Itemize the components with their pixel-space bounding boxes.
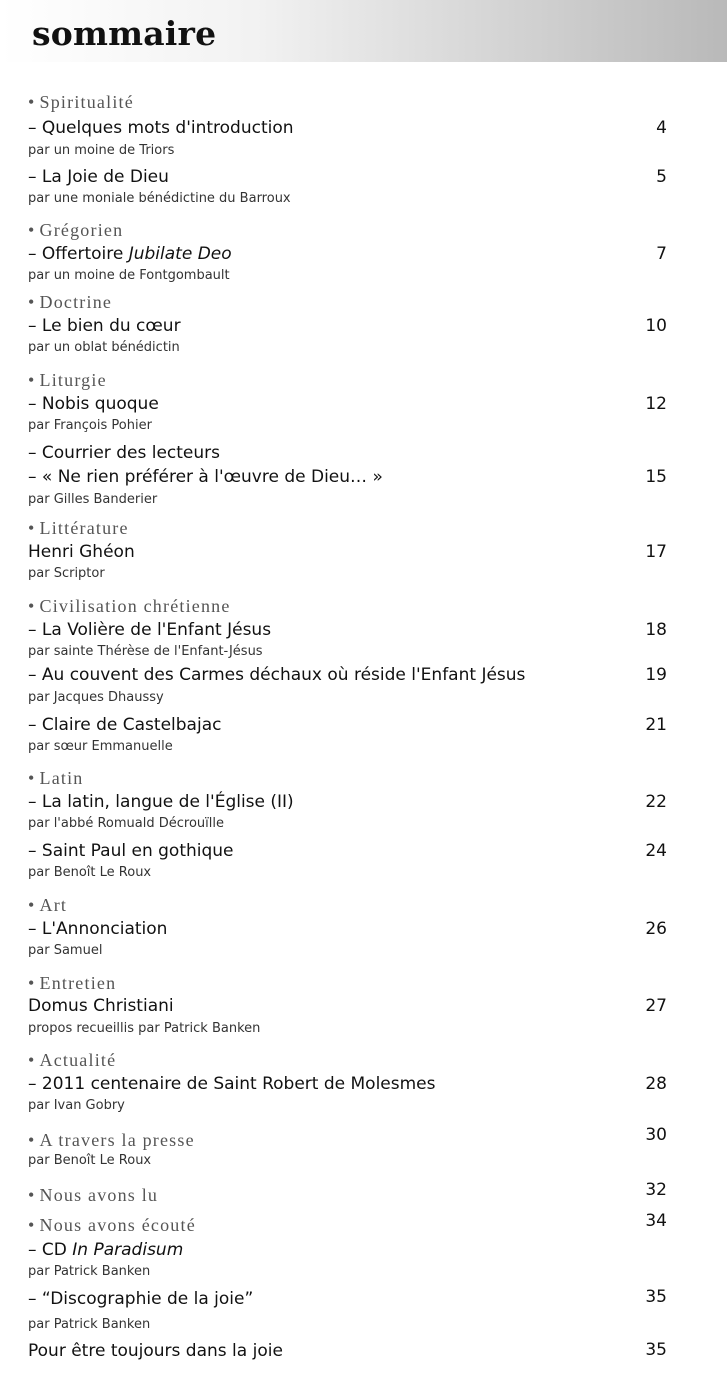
entry-title: – La Volière de l'Enfant Jésus (28, 620, 272, 640)
section-label: Nous avons lu (39, 1185, 159, 1205)
page-title: sommaire (32, 14, 217, 53)
section-label: Latin (39, 768, 84, 788)
entry-author: par une moniale bénédictine du Barroux (28, 191, 291, 206)
entry-title: Pour être toujours dans la joie (28, 1341, 283, 1361)
entry-author: par François Pohier (28, 418, 152, 433)
entry-title: – Le bien du cœur (28, 316, 181, 336)
section-label: Entretien (39, 973, 117, 993)
entry-page: 17 (645, 542, 667, 562)
entry-page: 15 (645, 467, 667, 487)
entry-author: par Benoît Le Roux (28, 865, 152, 880)
section-heading: • Entretien (28, 973, 117, 993)
section-heading: • Grégorien (28, 220, 124, 240)
entry-title: – La latin, langue de l'Église (II) (28, 792, 294, 812)
entry-title: – Nobis quoque (28, 394, 159, 414)
section-label: Littérature (39, 518, 129, 538)
entry-author: par un oblat bénédictin (28, 340, 180, 355)
entry-page: 22 (645, 792, 667, 812)
entry-author: par sainte Thérèse de l'Enfant-Jésus (28, 644, 263, 659)
section-heading: • Littérature (28, 518, 129, 538)
section-label: Doctrine (39, 292, 113, 312)
section-label: Actualité (39, 1050, 117, 1070)
entry-page: 35 (645, 1340, 667, 1360)
entry-page: 27 (645, 996, 667, 1016)
entry-page: 18 (645, 620, 667, 640)
entry-title: Domus Christiani (28, 996, 174, 1016)
entry-page: 30 (645, 1125, 667, 1145)
section-heading: • A travers la presse (28, 1130, 195, 1150)
entry-author: par Ivan Gobry (28, 1098, 125, 1113)
entry-page: 28 (645, 1074, 667, 1094)
section-heading: • Liturgie (28, 370, 107, 390)
entry-author: propos recueillis par Patrick Banken (28, 1021, 261, 1036)
entry-author: par Samuel (28, 943, 103, 958)
section-heading: • Art (28, 895, 68, 915)
entry-author: par un moine de Fontgombault (28, 268, 230, 283)
entry-page: 10 (645, 316, 667, 336)
section-label: Grégorien (39, 220, 124, 240)
entry-title-italic: Jubilate Deo (128, 244, 232, 264)
entry-author: par un moine de Triors (28, 143, 175, 158)
entry-title: – Courrier des lecteurs (28, 443, 220, 463)
section-label: Liturgie (39, 370, 107, 390)
entry-page: 7 (656, 244, 667, 264)
section-label: Spiritualité (39, 92, 134, 112)
entry-title: – Claire de Castelbajac (28, 715, 222, 735)
entry-title: – 2011 centenaire de Saint Robert de Molesmes (28, 1074, 436, 1094)
section-heading: • Nous avons écouté (28, 1215, 196, 1235)
entry-page: 4 (656, 118, 667, 138)
entry-author: par Benoît Le Roux (28, 1153, 152, 1168)
entry-author: par l'abbé Romuald Décrouïlle (28, 816, 224, 831)
entry-page: 35 (645, 1287, 667, 1307)
section-label: Civilisation chrétienne (39, 596, 231, 616)
entry-title: – “Discographie de la joie” (28, 1289, 254, 1309)
section-heading: • Nous avons lu (28, 1185, 159, 1205)
entry-title (28, 244, 232, 264)
section-label: Nous avons écouté (39, 1215, 196, 1235)
entry-page: 32 (645, 1180, 667, 1200)
entry-title-italic: In Paradisum (72, 1240, 184, 1260)
entry-author: par Jacques Dhaussy (28, 690, 164, 705)
entry-author: par Patrick Banken (28, 1264, 151, 1279)
entry-title: Henri Ghéon (28, 542, 135, 562)
entry-page: 24 (645, 841, 667, 861)
entry-page: 19 (645, 665, 667, 685)
entry-title-prefix: – Offertoire (28, 244, 129, 264)
header-band (0, 0, 727, 62)
section-label: A travers la presse (39, 1130, 195, 1150)
section-heading: • Civilisation chrétienne (28, 596, 231, 616)
entry-page: 5 (656, 167, 667, 187)
entry-page: 12 (645, 394, 667, 414)
section-heading: • Actualité (28, 1050, 117, 1070)
entry-page: 26 (645, 919, 667, 939)
section-heading: • Spiritualité (28, 92, 134, 112)
section-label: Art (39, 895, 68, 915)
entry-title: – L'Annonciation (28, 919, 168, 939)
entry-title: – Saint Paul en gothique (28, 841, 234, 861)
entry-title: – Au couvent des Carmes déchaux où réside l'Enfant Jésus (28, 665, 526, 685)
entry-title-prefix: – CD (28, 1240, 73, 1260)
entry-author: par Gilles Banderier (28, 492, 158, 507)
entry-title: – Quelques mots d'introduction (28, 118, 294, 138)
entry-page: 34 (645, 1211, 667, 1231)
section-heading: • Doctrine (28, 292, 113, 312)
entry-author: par sœur Emmanuelle (28, 739, 173, 754)
entry-author: par Patrick Banken (28, 1317, 151, 1332)
entry-title: – La Joie de Dieu (28, 167, 169, 187)
section-heading: • Latin (28, 768, 84, 788)
entry-page: 21 (645, 715, 667, 735)
entry-author: par Scriptor (28, 566, 105, 581)
entry-title: – « Ne rien préférer à l'œuvre de Dieu… » (28, 467, 383, 487)
entry-title (28, 1240, 183, 1260)
